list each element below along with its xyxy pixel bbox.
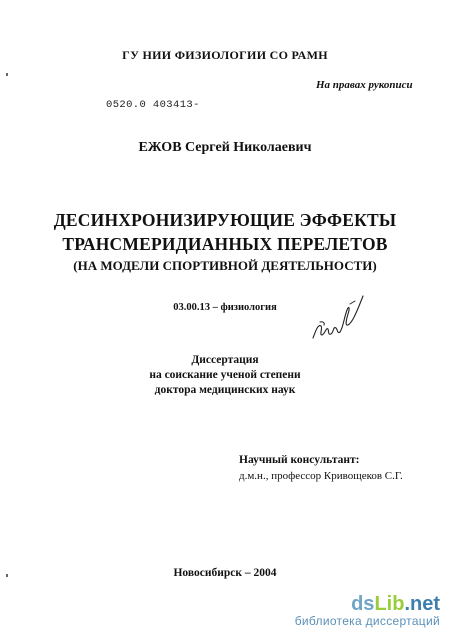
consultant-label: Научный консультант: (239, 454, 360, 466)
degree-purpose: на соискание ученой степени (149, 369, 301, 381)
manuscript-note: На правах рукописи (316, 79, 413, 91)
specialty-code: 03.00.13 – физиология (173, 302, 277, 313)
dslib-watermark (295, 594, 440, 628)
handwritten-signature (310, 288, 366, 346)
watermark-logo: dsLib.net (351, 593, 440, 615)
dissertation-label: Диссертация (191, 354, 259, 366)
title-line-2: ТРАНСМЕРИДИАННЫХ ПЕРЕЛЕТОВ (62, 234, 388, 254)
city-year: Новосибирск – 2004 (173, 567, 277, 579)
scan-edge-mark (6, 73, 8, 76)
degree-name: доктора медицинских наук (154, 384, 296, 396)
institution-name: ГУ НИИ ФИЗИОЛОГИИ СО РАМН (122, 48, 328, 62)
subtitle: (НА МОДЕЛИ СПОРТИВНОЙ ДЕЯТЕЛЬНОСТИ) (73, 258, 377, 273)
catalog-code-stamp: 0520.0 403413- (106, 99, 200, 111)
watermark-subtitle: библиотека диссертаций (294, 614, 440, 628)
title-line-1: ДЕСИНХРОНИЗИРУЮЩИЕ ЭФФЕКТЫ (53, 210, 397, 230)
author-name: ЕЖОВ Сергей Николаевич (138, 140, 312, 155)
consultant-name: д.м.н., профессор Кривощеков С.Г. (239, 470, 403, 482)
